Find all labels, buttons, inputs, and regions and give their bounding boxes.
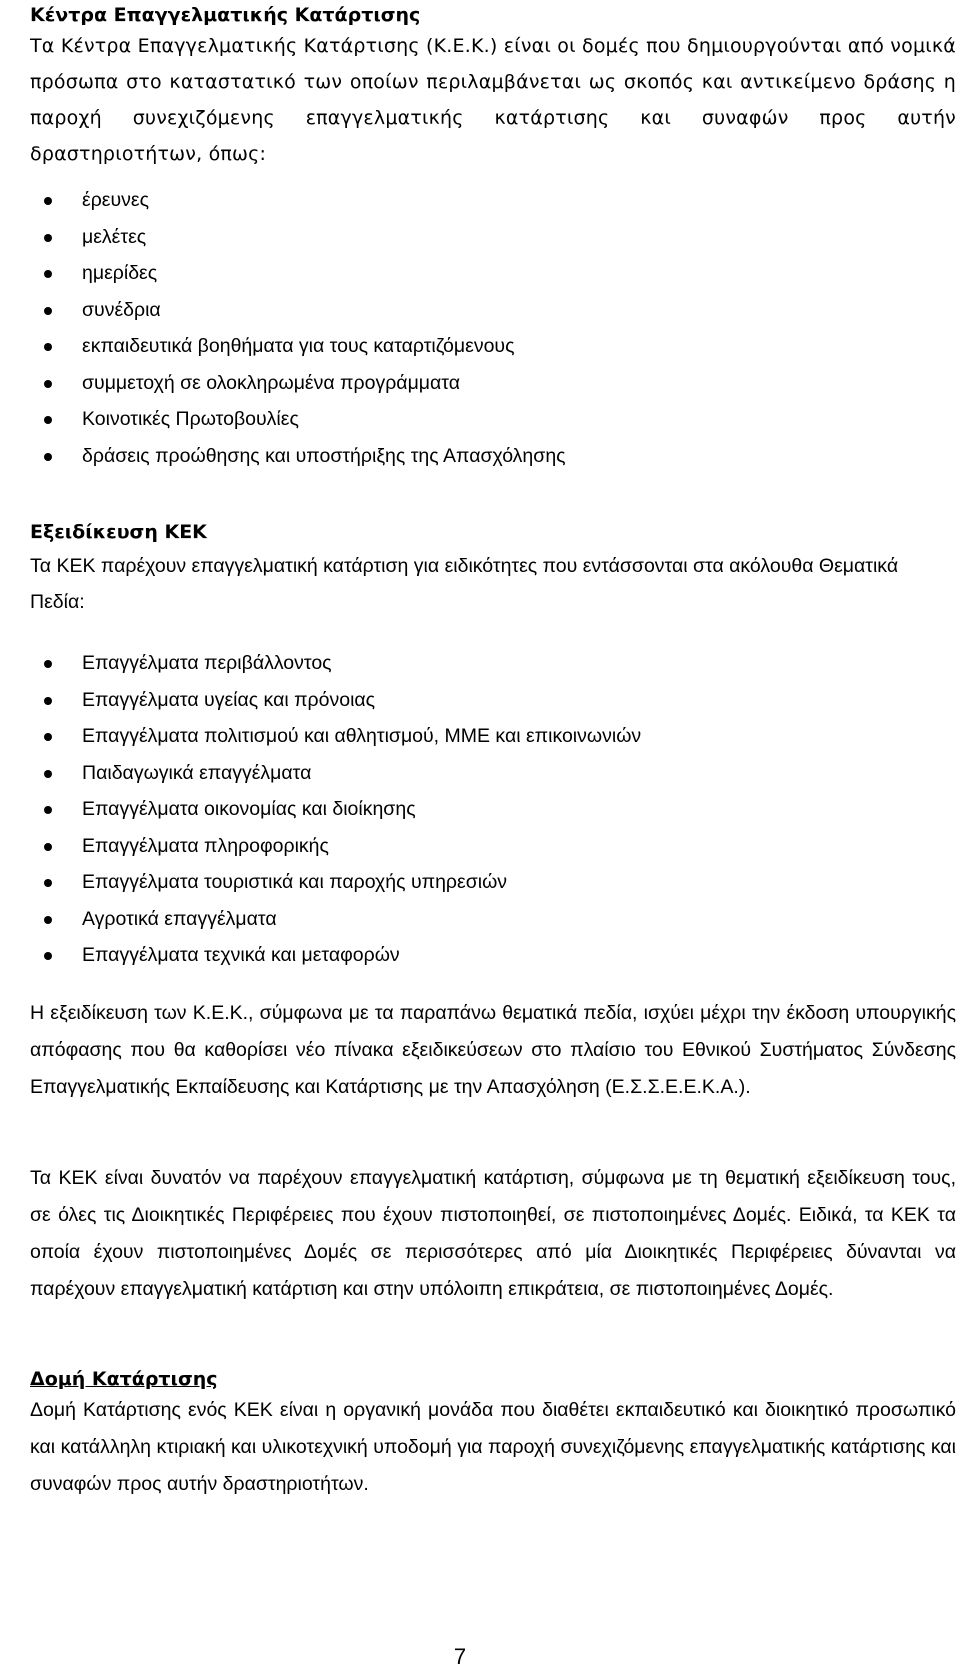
list-item: ημερίδες [30, 255, 930, 292]
activities-list [30, 182, 930, 474]
section-title-training-structure: Δομή Κατάρτισης [30, 1368, 218, 1390]
bullet-icon [44, 660, 52, 668]
fields-list [30, 645, 930, 974]
list-item: Επαγγέλματα οικονομίας και διοίκησης [30, 791, 930, 828]
list-item: Παιδαγωγικά επαγγέλματα [30, 755, 930, 792]
list-item: Αγροτικά επαγγέλματα [30, 901, 930, 938]
bullet-icon [44, 380, 52, 388]
bullet-icon [44, 234, 52, 242]
section-title-specialization: Εξειδίκευση ΚΕΚ [30, 521, 207, 543]
bullet-icon [44, 879, 52, 887]
bullet-icon [44, 416, 52, 424]
bullet-icon [44, 697, 52, 705]
list-item: έρευνες [30, 182, 930, 219]
bullet-icon [44, 343, 52, 351]
training-structure-paragraph: Δομή Κατάρτισης ενός ΚΕΚ είναι η οργανική μονάδα που διαθέτει εκπαιδευτικό και διοικητικό προσωπικό και κατάλληλη κτιριακή και υλικοτεχνική υποδομή για παροχή συνεχιζόμενης επαγγελματικής κατάρτισης και συναφών προς αυτήν δραστηριοτήτων. [30, 1399, 956, 1495]
specialization-intro: Τα ΚΕΚ παρέχουν επαγγελματική κατάρτιση για ειδικότητες που εντάσσονται στα ακόλουθα Θεματικά Πεδία: [30, 555, 899, 613]
intro-paragraph: Τα Κέντρα Επαγγελματικής Κατάρτισης (Κ.Ε.Κ.) είναι οι δομές που δημιουργούνται από νομικά πρόσωπα στο καταστατικό των οποίων περιλαμβάνεται ως σκοπός και αντικείμενο δράσης η παροχή συνεχιζόμενης επαγγελματικής κατάρτισης και συναφών προς αυτήν δραστηριοτήτων, όπως: [30, 35, 956, 165]
list-item: εκπαιδευτικά βοηθήματα για τους καταρτιζόμενους [30, 328, 930, 365]
section-title-kek: Κέντρα Επαγγελματικής Κατάρτισης [30, 4, 421, 26]
bullet-icon [44, 453, 52, 461]
bullet-icon [44, 806, 52, 814]
list-item: Κοινοτικές Πρωτοβουλίες [30, 401, 930, 438]
bullet-icon [44, 733, 52, 741]
list-item: συνέδρια [30, 292, 930, 329]
bullet-icon [44, 270, 52, 278]
bullet-icon [44, 307, 52, 315]
specialization-paragraph-1: Η εξειδίκευση των Κ.Ε.Κ., σύμφωνα με τα παραπάνω θεματικά πεδία, ισχύει μέχρι την έκδοση υπουργικής απόφασης που θα καθορίσει νέο πίνακα εξειδικεύσεων στο πλαίσιο του Εθνικού Συστήματος Σύνδεσης Επαγγελματικής Εκπαίδευσης και Κατάρτισης με την Απασχόληση (Ε.Σ.Σ.Ε.Ε.Κ.Α.). [30, 1002, 956, 1098]
list-item: Επαγγέλματα τουριστικά και παροχής υπηρεσιών [30, 864, 930, 901]
list-item: Επαγγέλματα πολιτισμού και αθλητισμού, ΜΜΕ και επικοινωνιών [30, 718, 930, 755]
list-item: δράσεις προώθησης και υποστήριξης της Απασχόλησης [30, 438, 930, 475]
list-item: Επαγγέλματα υγείας και πρόνοιας [30, 682, 930, 719]
list-item: Επαγγέλματα περιβάλλοντος [30, 645, 930, 682]
specialization-paragraph-2: Τα ΚΕΚ είναι δυνατόν να παρέχουν επαγγελματική κατάρτιση, σύμφωνα με τη θεματική εξειδίκευση τους, σε όλες τις Διοικητικές Περιφέρειες που έχουν πιστοποιηθεί, σε πιστοποιημένες Δομές. Ειδικά, τα ΚΕΚ τα οποία έχουν πιστοποιημένες Δομές σε περισσότερες από μία Διοικητικές Περιφέρειες δύνανται να παρέχουν επαγγελματική κατάρτιση και στην υπόλοιπη επικράτεια, σε πιστοποιημένες Δομές. [30, 1167, 956, 1300]
list-item: Επαγγέλματα τεχνικά και μεταφορών [30, 937, 930, 974]
page-number: 7 [453, 1644, 467, 1669]
list-item: μελέτες [30, 219, 930, 256]
bullet-icon [44, 843, 52, 851]
list-item: συμμετοχή σε ολοκληρωμένα προγράμματα [30, 365, 930, 402]
bullet-icon [44, 197, 52, 205]
bullet-icon [44, 770, 52, 778]
bullet-icon [44, 952, 52, 960]
list-item: Επαγγέλματα πληροφορικής [30, 828, 930, 865]
bullet-icon [44, 916, 52, 924]
